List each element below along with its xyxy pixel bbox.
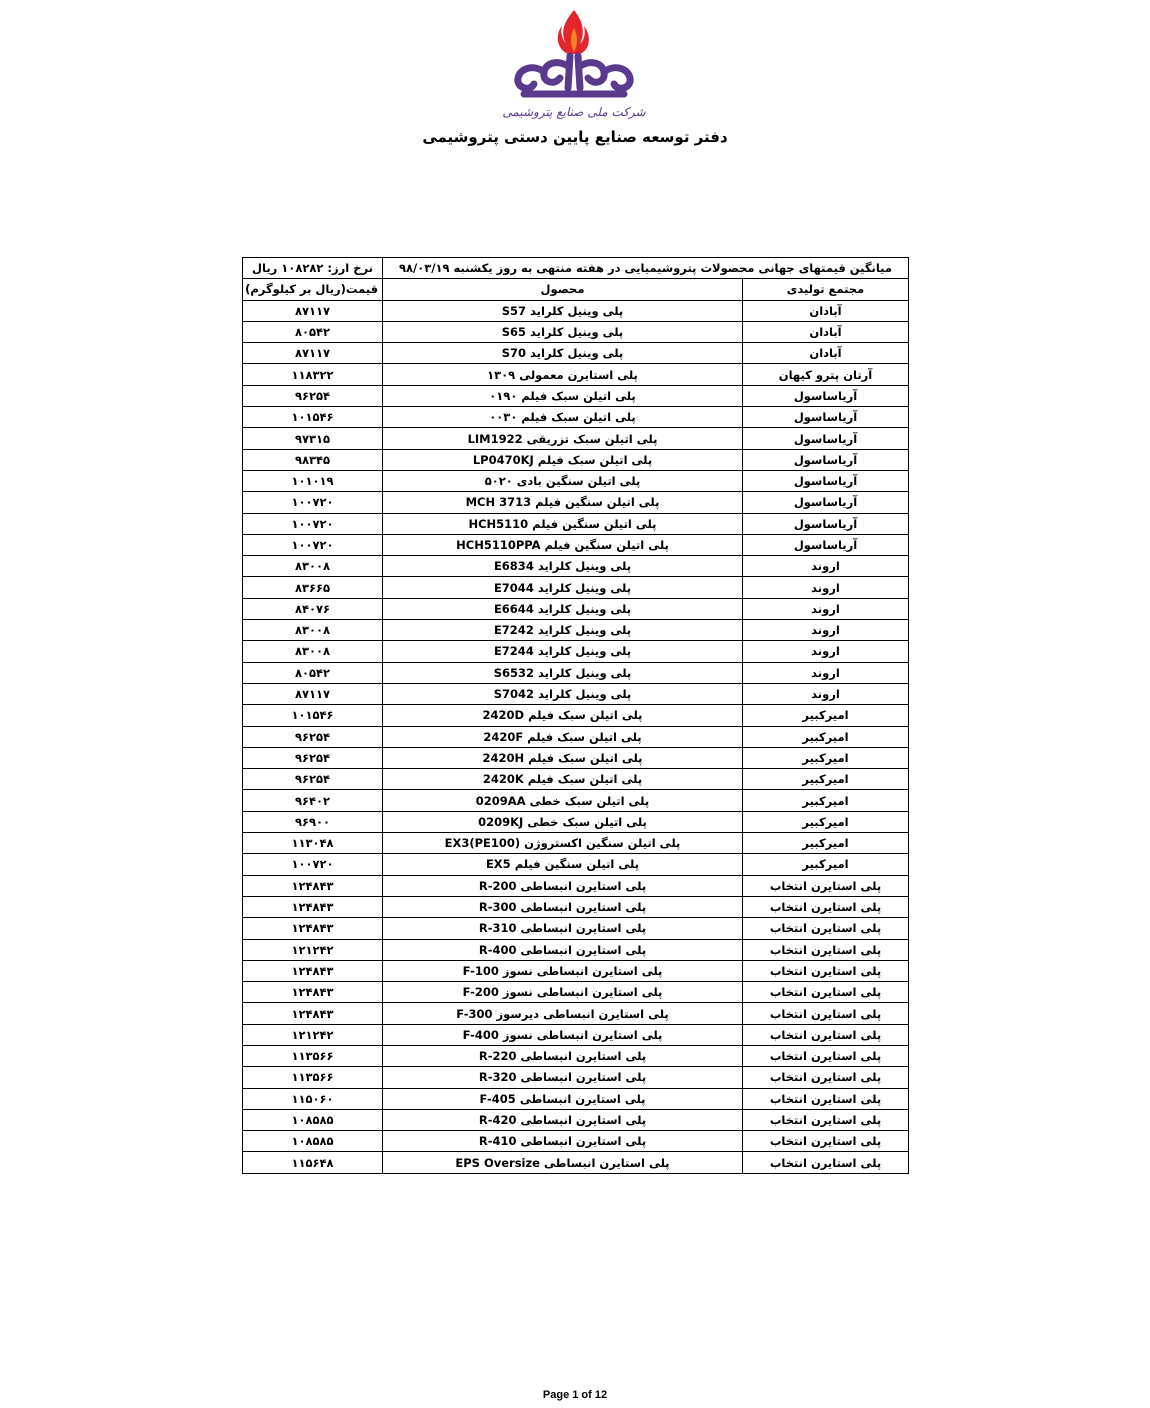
company-cell: امیرکبیر [743,705,909,726]
table-row [243,705,909,726]
company-cell: پلی استایرن انتخاب [743,960,909,981]
price-cell: ۱۰۸۵۸۵ [243,1131,383,1152]
table-row [243,449,909,470]
price-cell: ۸۳۰۰۸ [243,556,383,577]
table-row [243,364,909,385]
price-cell: ۱۰۰۷۲۰ [243,534,383,555]
company-cell: امیرکبیر [743,726,909,747]
table-row [243,407,909,428]
product-cell: پلی اتیلن سبک خطی 0209KJ [383,811,743,832]
table-row [243,662,909,683]
table-title-row [243,258,909,279]
table-row [243,982,909,1003]
header-price: قیمت(ریال بر کیلوگرم) [243,279,383,300]
logo-emblem-icon [518,56,630,94]
table-row [243,769,909,790]
product-cell: پلی استایرن انبساطی R-410 [383,1131,743,1152]
product-cell: پلی اتیلن سنگین فیلم MCH 3713 [383,492,743,513]
company-cell: پلی استایرن انتخاب [743,939,909,960]
company-cell: اروند [743,620,909,641]
product-cell: پلی استایرن انبساطی R-300 [383,896,743,917]
table-row [243,811,909,832]
price-cell: ۱۱۳۵۶۶ [243,1067,383,1088]
table-row [243,747,909,768]
company-cell: اروند [743,577,909,598]
price-cell: ۹۶۲۵۴ [243,769,383,790]
product-cell: پلی استایرن انبساطی R-400 [383,939,743,960]
table-row [243,385,909,406]
price-cell: ۱۱۵۶۴۸ [243,1152,383,1173]
company-cell: پلی استایرن انتخاب [743,1045,909,1066]
product-cell: پلی استایرن انبساطی F-405 [383,1088,743,1109]
price-cell: ۹۶۹۰۰ [243,811,383,832]
price-cell: ۱۰۱۰۱۹ [243,470,383,491]
table-row [243,875,909,896]
company-cell: اروند [743,641,909,662]
table-row [243,1045,909,1066]
company-cell: پلی استایرن انتخاب [743,1067,909,1088]
product-cell: پلی استایرن انبساطی EPS Oversize [383,1152,743,1173]
price-cell: ۱۲۴۸۴۳ [243,918,383,939]
table-row [243,1152,909,1173]
table-row [243,726,909,747]
logo-script-text: شرکت ملی صنایع پتروشیمی [502,105,646,119]
exchange-rate: نرخ ارز: ۱۰۸۲۸۲ ریال [243,258,383,279]
table-row [243,1024,909,1045]
price-cell: ۹۷۳۱۵ [243,428,383,449]
table-row [243,790,909,811]
product-cell: پلی وینیل کلراید S57 [383,300,743,321]
table-row [243,683,909,704]
product-cell: پلی وینیل کلراید E7242 [383,620,743,641]
price-cell: ۱۰۰۷۲۰ [243,854,383,875]
table-row [243,1109,909,1130]
company-cell: پلی استایرن انتخاب [743,1109,909,1130]
price-cell: ۱۲۱۲۴۲ [243,1024,383,1045]
table-row [243,896,909,917]
price-cell: ۱۲۴۸۴۳ [243,875,383,896]
price-cell: ۹۶۲۵۴ [243,385,383,406]
price-table [242,257,909,1174]
company-cell: اروند [743,556,909,577]
company-cell: اروند [743,598,909,619]
company-cell: آریاساسول [743,385,909,406]
product-cell: پلی اتیلن سبک فیلم 2420F [383,726,743,747]
company-cell: پلی استایرن انتخاب [743,1003,909,1024]
table-row [243,1067,909,1088]
product-cell: پلی وینیل کلراید E7244 [383,641,743,662]
table-title: میانگین قیمتهای جهانی محصولات پتروشیمیایی در هفته منتهی به روز یکشنبه ۹۸/۰۳/۱۹ [383,258,909,279]
page-number: Page 1 of 12 [542,1389,608,1401]
product-cell: پلی اتیلن سنگین فیلم EX5 [383,854,743,875]
product-cell: پلی استایرن انبساطی نسوز F-200 [383,982,743,1003]
product-cell: پلی وینیل کلراید S6532 [383,662,743,683]
product-cell: پلی اتیلن سنگین بادی ۵۰۲۰ [383,470,743,491]
product-cell: پلی وینیل کلراید S7042 [383,683,743,704]
product-cell: پلی وینیل کلراید E7044 [383,577,743,598]
table-row [243,620,909,641]
price-cell: ۹۶۴۰۲ [243,790,383,811]
product-cell: پلی اتیلن سبک فیلم 2420D [383,705,743,726]
company-cell: پلی استایرن انتخاب [743,1131,909,1152]
table-row [243,428,909,449]
price-cell: ۸۰۵۴۲ [243,662,383,683]
company-cell: پلی استایرن انتخاب [743,982,909,1003]
table-row [243,960,909,981]
product-cell: پلی اتیلن سبک فیلم 2420K [383,769,743,790]
table-row [243,470,909,491]
company-cell: آریاساسول [743,513,909,534]
price-cell: ۱۱۵۰۶۰ [243,1088,383,1109]
table-row [243,833,909,854]
price-cell: ۸۷۱۱۷ [243,343,383,364]
product-cell: پلی وینیل کلراید E6834 [383,556,743,577]
company-cell: امیرکبیر [743,769,909,790]
product-cell: پلی اتیلن سبک فیلم ۰۰۳۰ [383,407,743,428]
price-cell: ۸۴۰۷۶ [243,598,383,619]
price-cell: ۱۰۰۷۲۰ [243,513,383,534]
company-cell: آریاساسول [743,492,909,513]
company-cell: پلی استایرن انتخاب [743,1024,909,1045]
company-cell: آبادان [743,300,909,321]
product-cell: پلی استایرن انبساطی R-320 [383,1067,743,1088]
header-product: محصول [383,279,743,300]
price-cell: ۱۱۳۵۶۶ [243,1045,383,1066]
price-cell: ۱۲۴۸۴۳ [243,896,383,917]
price-cell: ۱۱۸۳۲۲ [243,364,383,385]
price-cell: ۱۲۴۸۴۳ [243,982,383,1003]
product-cell: پلی اتیلن سبک تزریقی LIM1922 [383,428,743,449]
company-cell: پلی استایرن انتخاب [743,896,909,917]
price-cell: ۱۰۸۵۸۵ [243,1109,383,1130]
company-cell: آریاساسول [743,534,909,555]
table-row [243,1131,909,1152]
table-row [243,343,909,364]
product-cell: پلی استایرن انبساطی نسوز F-100 [383,960,743,981]
table-row [243,492,909,513]
table-row [243,641,909,662]
price-cell: ۱۲۱۲۴۲ [243,939,383,960]
product-cell: پلی وینیل کلراید S65 [383,321,743,342]
product-cell: پلی استایرن انبساطی دیرسوز F-300 [383,1003,743,1024]
price-cell: ۹۸۳۴۵ [243,449,383,470]
price-cell: ۸۳۰۰۸ [243,641,383,662]
company-cell: آبادان [743,343,909,364]
company-cell: اروند [743,662,909,683]
price-cell: ۱۰۱۵۴۶ [243,705,383,726]
table-row [243,854,909,875]
product-cell: پلی اتیلن سنگین فیلم HCH5110 [383,513,743,534]
table-row [243,300,909,321]
table-row [243,1088,909,1109]
table-row [243,577,909,598]
table-row [243,321,909,342]
product-cell: پلی اتیلن سبک فیلم ۰۱۹۰ [383,385,743,406]
table-row [243,598,909,619]
company-cell: امیرکبیر [743,747,909,768]
price-cell: ۸۳۶۶۵ [243,577,383,598]
product-cell: پلی وینیل کلراید S70 [383,343,743,364]
company-cell: آریاساسول [743,470,909,491]
office-title: دفتر توسعه صنایع پایین دستی پتروشیمی [422,128,728,146]
company-logo [502,6,646,124]
price-cell: ۱۱۳۰۴۸ [243,833,383,854]
company-cell: پلی استایرن انتخاب [743,875,909,896]
company-cell: آریاساسول [743,449,909,470]
product-cell: پلی اتیلن سبک فیلم 2420H [383,747,743,768]
price-cell: ۱۰۰۷۲۰ [243,492,383,513]
table-row [243,513,909,534]
table-header-row [243,279,909,300]
price-cell: ۱۲۴۸۴۳ [243,1003,383,1024]
company-cell: آریاساسول [743,428,909,449]
company-cell: امیرکبیر [743,811,909,832]
company-cell: آبادان [743,321,909,342]
company-cell: امیرکبیر [743,790,909,811]
table-row [243,556,909,577]
product-cell: پلی اتیلن سنگین اکستروژن EX3(PE100) [383,833,743,854]
company-cell: آرتان پترو کیهان [743,364,909,385]
product-cell: پلی استایرن انبساطی R-220 [383,1045,743,1066]
price-cell: ۹۶۲۵۴ [243,747,383,768]
product-cell: پلی استایرن معمولی ۱۳۰۹ [383,364,743,385]
product-cell: پلی استایرن انبساطی R-200 [383,875,743,896]
company-cell: امیرکبیر [743,854,909,875]
price-cell: ۱۰۱۵۴۶ [243,407,383,428]
price-cell: ۸۷۱۱۷ [243,683,383,704]
company-cell: آریاساسول [743,407,909,428]
table-row [243,1003,909,1024]
product-cell: پلی وینیل کلراید E6644 [383,598,743,619]
company-cell: پلی استایرن انتخاب [743,918,909,939]
company-cell: اروند [743,683,909,704]
company-cell: پلی استایرن انتخاب [743,1088,909,1109]
company-cell: پلی استایرن انتخاب [743,1152,909,1173]
price-cell: ۹۶۲۵۴ [243,726,383,747]
price-cell: ۸۳۰۰۸ [243,620,383,641]
header-company: مجتمع تولیدی [743,279,909,300]
table-row [243,534,909,555]
product-cell: پلی اتیلن سبک فیلم LP0470KJ [383,449,743,470]
product-cell: پلی اتیلن سنگین فیلم HCH5110PPA [383,534,743,555]
table-row [243,918,909,939]
product-cell: پلی استایرن انبساطی R-310 [383,918,743,939]
product-cell: پلی اتیلن سبک خطی 0209AA [383,790,743,811]
price-cell: ۸۰۵۴۲ [243,321,383,342]
price-cell: ۸۷۱۱۷ [243,300,383,321]
company-cell: امیرکبیر [743,833,909,854]
table-row [243,939,909,960]
flame-icon [558,10,589,54]
product-cell: پلی استایرن انبساطی نسوز F-400 [383,1024,743,1045]
price-cell: ۱۲۴۸۴۳ [243,960,383,981]
product-cell: پلی استایرن انبساطی R-420 [383,1109,743,1130]
